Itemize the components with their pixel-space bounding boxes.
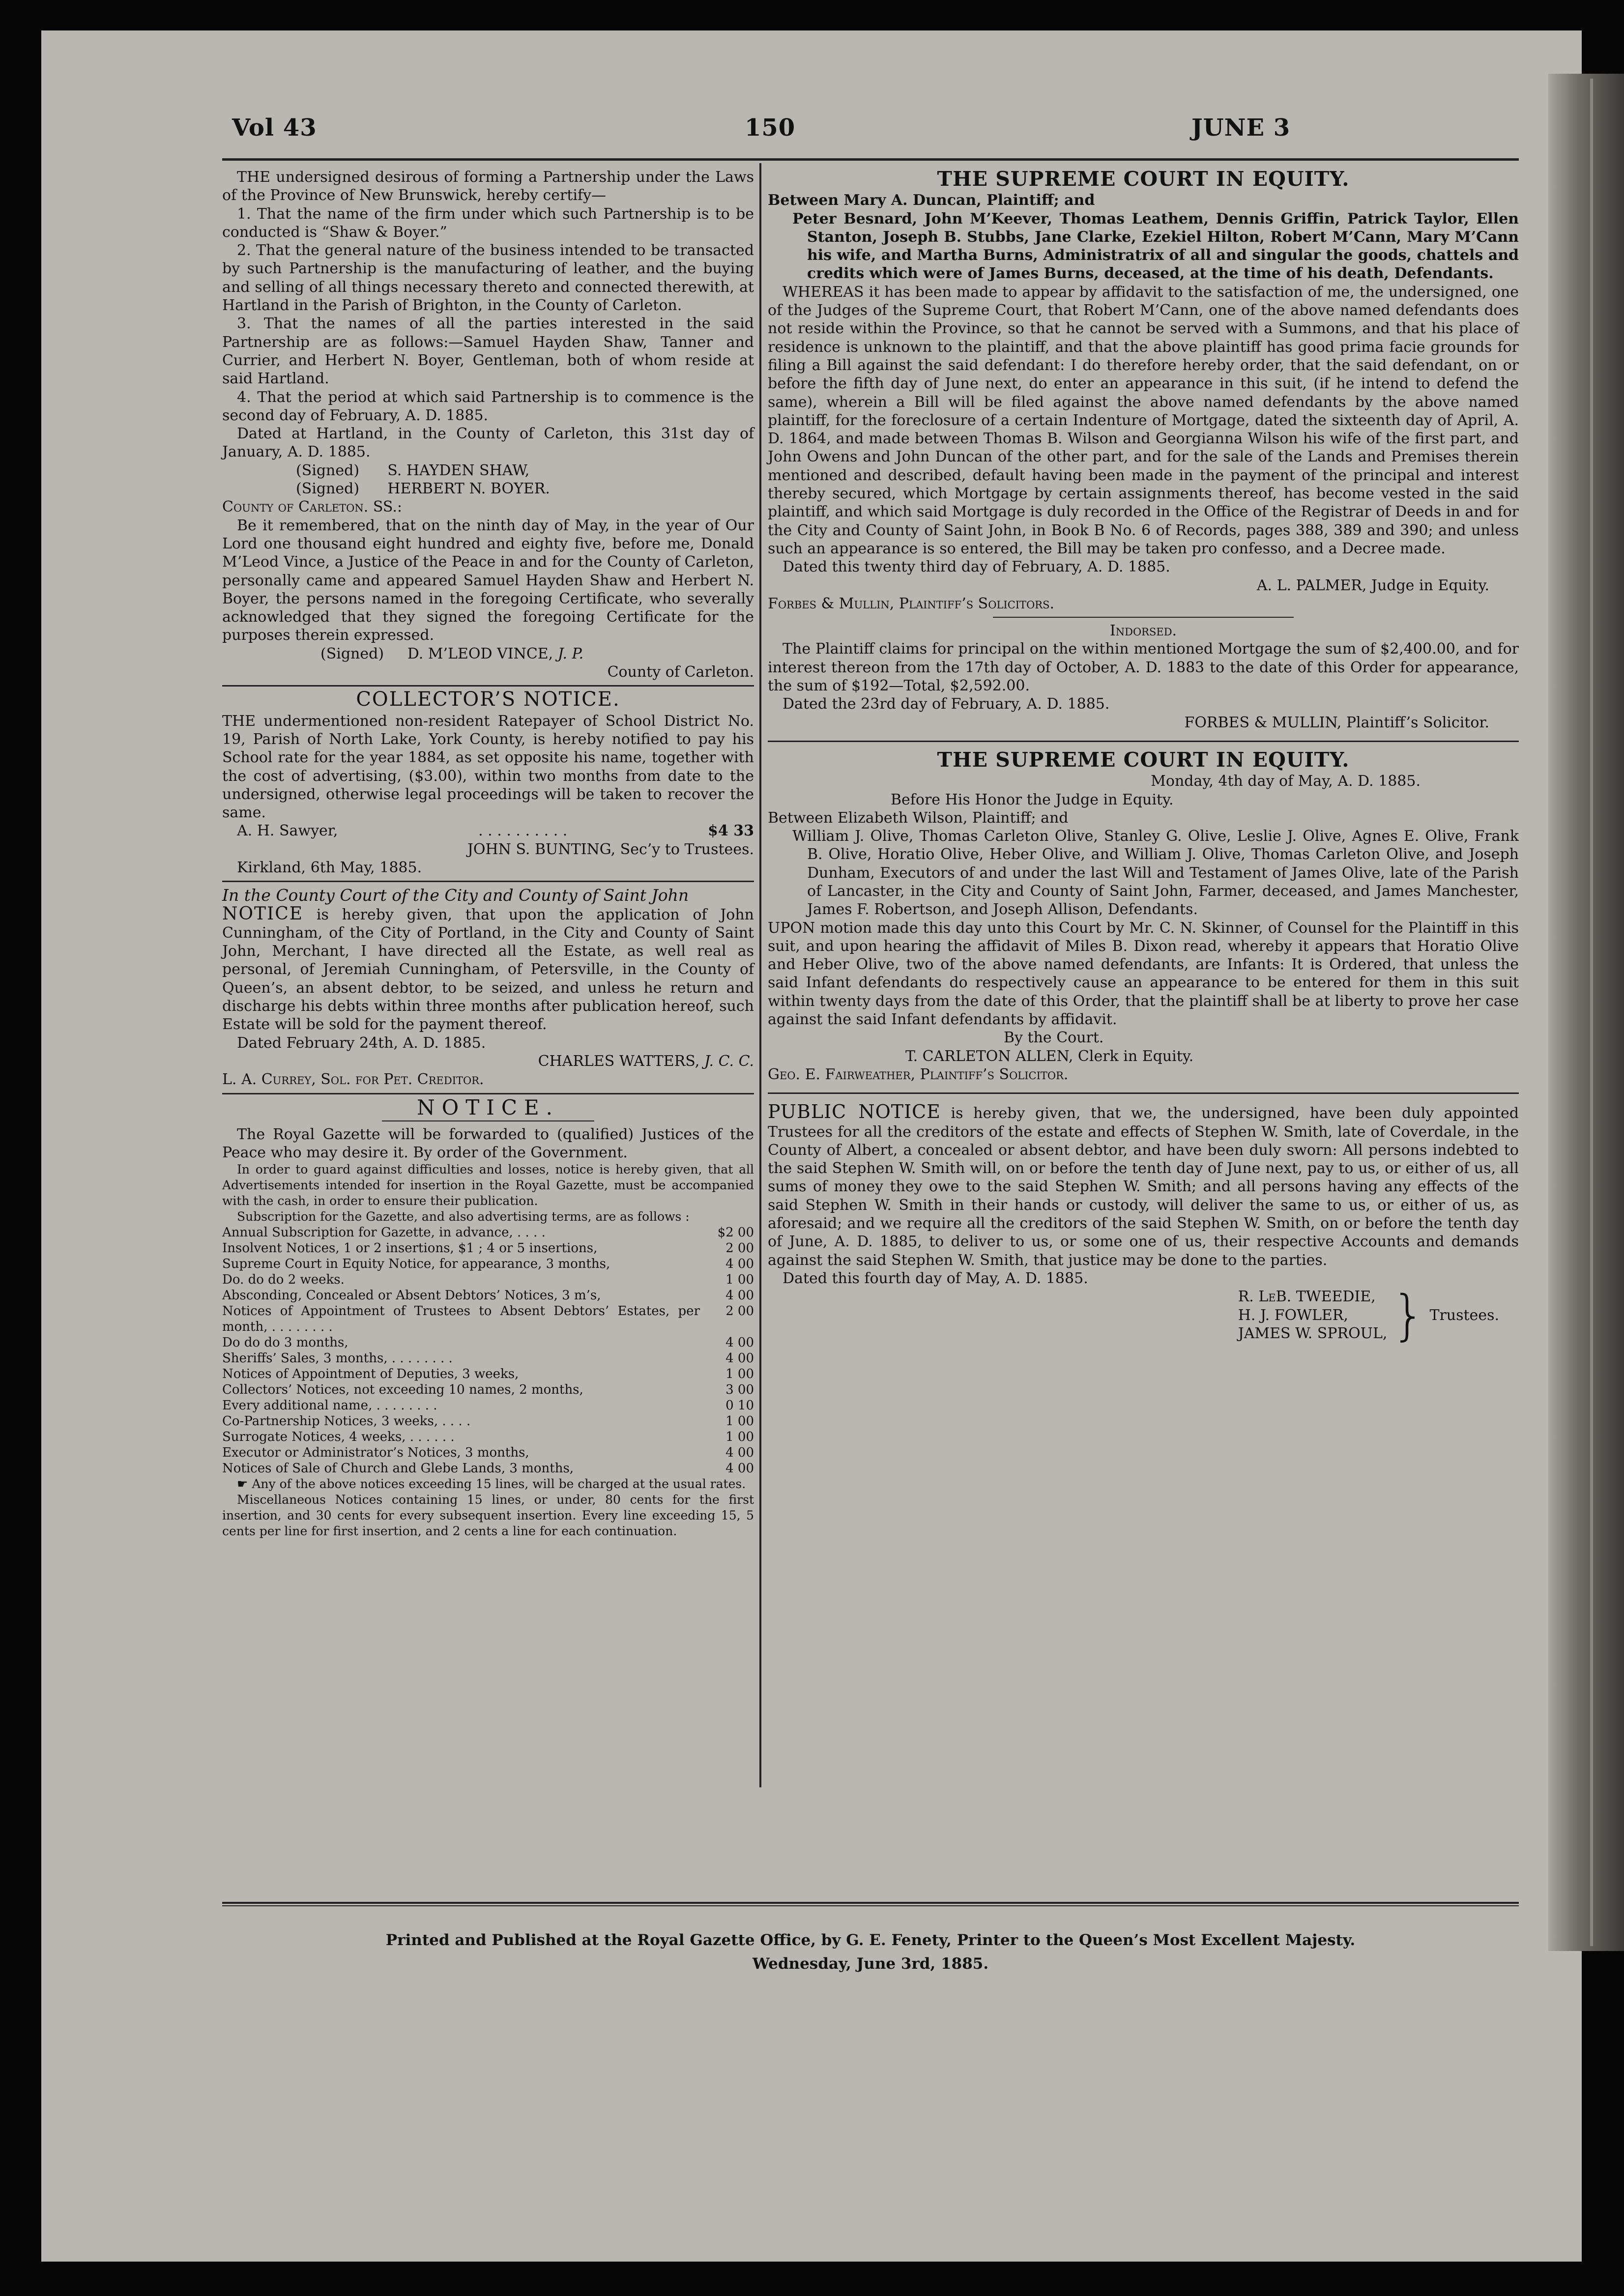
rate-amount: 4 00 xyxy=(725,1288,754,1303)
signature-line xyxy=(222,461,754,480)
left-column xyxy=(222,168,754,1539)
by-the-court: By the Court. xyxy=(1004,1029,1104,1047)
rate-row xyxy=(222,1398,754,1413)
trustees-role: Trustees. xyxy=(1429,1306,1499,1324)
signer-name: S. HAYDEN SHAW, xyxy=(387,461,530,479)
header-rule xyxy=(222,158,1519,161)
rate-description: Collectors’ Notices, not exceeding 10 names, 2 months, xyxy=(222,1382,583,1398)
page-number: 150 xyxy=(745,114,796,142)
signed-label: (Signed) xyxy=(296,461,360,479)
rate-description: Sheriffs’ Sales, 3 months, . . . . . . . . xyxy=(222,1351,453,1366)
collector-dated: Kirkland, 6th May, 1885. xyxy=(237,859,422,876)
partnership-intro: THE undersigned desirous of forming a Partnership under the Laws of the Province of New Brunswick, hereby certify— xyxy=(222,169,754,204)
rate-description: Annual Subscription for Gazette, in advance, . . . . xyxy=(222,1225,546,1240)
equity-clerk: T. CARLETON ALLEN, Clerk in Equity. xyxy=(905,1047,1194,1065)
jp-title: J. P. xyxy=(557,645,584,662)
rate-row xyxy=(222,1350,754,1366)
county-court-heading: In the County Court of the City and County of Saint John xyxy=(222,886,689,905)
equity-between: Between Elizabeth Wilson, Plaintiff; and xyxy=(768,809,1069,827)
equity-notice-duncan xyxy=(768,167,1519,732)
equity-order: WHEREAS it has been made to appear by affidavit to the satisfaction of me, the undersigned, one of the Judges of the Supreme Court, that Robert M’Cann, one of the above named defendants does not reside within the Province, so that he cannot be served with a Summons, and that his place of residence is unknown to the plaintiff, and that the above plaintiff has good prima facie grounds for filing a Bill against the said defendant: I do therefore hereby order, that the said defendant, on or before the fifth day of June next, do enter an appearance in this suit, (if he intend to defend the same), wherein a Bill will be filed against the above named defendants by the above named plaintiff, for the foreclosure of a certain Indenture of Mortgage, dated the sixteenth day of April, A. D. 1864, and made between Thomas B. Wilson and Georgianna Wilson his wife of the first part, and John Owens and John Duncan of the other part, and for the sale of the Lands and Premises therein mentioned and described, default having been made in the payment of the principal and interest thereby secured, which Mortgage by certain assignments thereof, has become vested in the said plaintiff, and which said Mortgage is duly recorded in the Office of the Registrar of Deeds in and for the City and County of Saint John, in Book B No. 6 of Records, pages 388, 389 and 390; and unless such an appearance is so entered, the Bill may be taken pro confesso, and a Decree made. xyxy=(768,283,1519,557)
rate-amount: 0 10 xyxy=(725,1398,754,1413)
indorsed-signature: FORBES & MULLIN, Plaintiff’s Solicitor. xyxy=(1184,714,1489,731)
rate-amount: 1 00 xyxy=(725,1430,754,1445)
equity-heading: THE SUPREME COURT IN EQUITY. xyxy=(937,747,1350,772)
right-column xyxy=(768,167,1519,1347)
rate-row xyxy=(222,1303,754,1335)
miscellaneous-rates: Miscellaneous Notices containing 15 lines, or under, 80 cents for the first insertion, and 30 cents for every subsequent insertion. Every line exceeding 15, 5 cents per line for first insertion, and 2 cents a line for each continuation. xyxy=(222,1492,754,1539)
section-rule xyxy=(222,685,754,687)
trustee-name: R. LeB. TWEEDIE, xyxy=(1238,1288,1376,1306)
signature-line xyxy=(222,480,754,498)
short-rule xyxy=(993,617,1293,618)
overlength-notice xyxy=(222,1476,754,1492)
collector-heading: COLLECTOR’S NOTICE. xyxy=(356,688,620,711)
rate-amount: 2 00 xyxy=(725,1304,754,1319)
public-notice-text: is hereby given, that we, the undersigned, have been duly appointed Trustees for all the creditors of the estate and effects of Stephen W. Smith, late of Coverdale, in the County of Albert, a concealed or absent debtor, and have been duly sworn: All persons indebted to the said Stephen W. Smith will, on or before the tenth day of June next, pay to us, or either of us, all sums of money they owe to the said Stephen W. Smith; and all persons having any effects of the said Stephen W. Smith in their hands or custody, will deliver the same to us, or either of us, as aforesaid; and we require all the creditors of the said Stephen W. Smith, on or before the tenth day of June, A. D. 1885, to deliver to us, or some one of us, their respective Accounts and demands against the said Stephen W. Smith, that justice may be done to the parties. xyxy=(768,1105,1519,1269)
equity-dated: Dated this twenty third day of February, A. D. 1885. xyxy=(783,558,1170,576)
rate-amount: $2 00 xyxy=(717,1225,754,1240)
gazette-notice-text: The Royal Gazette will be forwarded to (qualified) Justices of the Peace who may desire it. By order of the Government. xyxy=(222,1125,754,1162)
cash-notice: In order to guard against difficulties and losses, notice is hereby given, that all Advertisements intended for insertion in the Royal Gazette, must be accompanied with the cash, in order to ensure their publication. xyxy=(222,1162,754,1208)
pointing-hand-icon: ☛ xyxy=(237,1477,248,1492)
rate-row xyxy=(222,1445,754,1461)
partnership-dated: Dated at Hartland, in the County of Carleton, this 31st day of January, A. D. 1885. xyxy=(222,425,754,461)
binding-edge xyxy=(1548,74,1624,1951)
petitioner-solicitor: L. A. Currey, Sol. for Pet. Creditor. xyxy=(222,1071,484,1089)
printer-imprint: Printed and Published at the Royal Gazette Office, by G. E. Fenety, Printer to the Queen’s Most Excellent Majesty. xyxy=(385,1931,1356,1949)
partnership-clause-3: 3. That the names of all the parties interested in the said Partnership are as follows:—Samuel Hayden Shaw, Tanner and Currier, and Herbert N. Boyer, Gentleman, both of whom reside at said Hartland. xyxy=(222,315,754,388)
county-court-text: is hereby given, that upon the application of John Cunningham, of the City of Portland, in the City and County of Saint John, Merchant, I have directed all the Estate, as well real as personal, of Jeremiah Cunningham, of Petersville, in the County of Queen’s, an absent debtor, to be seized, and unless he return and discharge his debts within three months after publication hereof, such Estate will be sold for the payment thereof. xyxy=(222,906,754,1033)
rate-row xyxy=(222,1382,754,1398)
rate-row xyxy=(222,1335,754,1350)
rate-amount: 4 00 xyxy=(725,1445,754,1461)
rate-description: Notices of Sale of Church and Glebe Lands, 3 months, xyxy=(222,1461,574,1476)
indorsed-dated: Dated the 23rd day of February, A. D. 1885. xyxy=(783,695,1110,713)
rate-description: Insolvent Notices, 1 or 2 insertions, $1 ; 4 or 5 insertions, xyxy=(222,1241,598,1256)
indorsed-heading: Indorsed. xyxy=(1109,622,1177,640)
public-notice-dated: Dated this fourth day of May, A. D. 1885. xyxy=(783,1269,1088,1287)
footer-rule-thin xyxy=(222,1905,1519,1906)
county-heading: County of Carleton. SS.: xyxy=(222,498,402,516)
gazette-notice xyxy=(222,1095,754,1540)
collector-signature: JOHN S. BUNTING, Sec’y to Trustees. xyxy=(467,840,754,858)
rate-description: Surrogate Notices, 4 weeks, . . . . . . xyxy=(222,1430,455,1445)
page-edge xyxy=(1590,79,1593,1946)
collector-body: THE undermentioned non-resident Ratepayer of School District No. 19, Parish of North Lake, York County, is hereby notified to pay his School rate for the year 1884, as set opposite his name, together with the cost of advertising, ($3.00), within two months from date to the undersigned, otherwise legal proceedings will be taken to recover the same. xyxy=(222,712,754,822)
rate-row xyxy=(222,1272,754,1288)
rate-description: Do do do 3 months, xyxy=(222,1335,348,1350)
collectors-notice xyxy=(222,690,754,877)
signed-label: (Signed) xyxy=(320,645,384,662)
rate-row xyxy=(222,1256,754,1272)
jp-name: D. M’LEOD VINCE, xyxy=(407,645,553,662)
rate-description: Notices of Appointment of Deputies, 3 weeks, xyxy=(222,1367,519,1382)
section-rule xyxy=(768,741,1519,742)
overlength-text: Any of the above notices exceeding 15 lines, will be charged at the usual rates. xyxy=(252,1477,746,1492)
section-rule xyxy=(768,1092,1519,1094)
trustee-name: JAMES W. SPROUL, xyxy=(1238,1324,1388,1342)
judge-name: CHARLES WATTERS, xyxy=(538,1052,700,1070)
rate-description: Supreme Court in Equity Notice, for appearance, 3 months, xyxy=(222,1257,610,1272)
partnership-notice xyxy=(222,168,754,681)
equity-hearing-date: Monday, 4th day of May, A. D. 1885. xyxy=(1151,773,1421,790)
signed-label: (Signed) xyxy=(296,480,360,498)
public-notice-body xyxy=(768,1103,1519,1269)
equity-defendants: William J. Olive, Thomas Carleton Olive, Stanley G. Olive, Leslie J. Olive, Agnes E. Olive, Frank B. Olive, Horatio Olive, Heber Olive, and William J. Olive, Thomas Carleton Olive, and Joseph Dunham, Executors of and under the last Will and Testament of James Olive, late of the Parish of Lancaster, in the City and County of Saint John, Farmer, deceased, and James Manchester, James F. Robertson, and Joseph Allison, Defendants. xyxy=(792,828,1519,918)
equity-order: UPON motion made this day unto this Court by Mr. C. N. Skinner, of Counsel for the Plaintiff in this suit, and upon hearing the affidavit of Miles B. Dixon read, whereby it appears that Horatio Olive and Heber Olive, two of the above named defendants, are Infants: It is Ordered, that unless the said Infant defendants do respectively cause an appearance to be entered for them in this suit within twenty days from the date of this Order, that the plaintiff shall be at liberty to prove her case against the said Infant defendants by affidavit. xyxy=(768,919,1519,1029)
indorsed-text: The Plaintiff claims for principal on the within mentioned Mortgage the sum of $2,400.00, and for interest thereon from the 17th day of October, A. D. 1883 to the date of this Order for appearance, the sum of $192—Total, $2,592.00. xyxy=(768,640,1519,695)
equity-before: Before His Honor the Judge in Equity. xyxy=(891,791,1174,808)
rate-amount: 4 00 xyxy=(725,1461,754,1476)
rate-row xyxy=(222,1429,754,1445)
issue-date: JUNE 3 xyxy=(1191,114,1291,142)
rate-description: Co-Partnership Notices, 3 weeks, . . . . xyxy=(222,1414,471,1429)
county-court-dated: Dated February 24th, A. D. 1885. xyxy=(237,1034,486,1052)
rate-amount: 1 00 xyxy=(725,1367,754,1382)
partnership-clause-4: 4. That the period at which said Partnership is to commence is the second day of February, A. D. 1885. xyxy=(222,388,754,424)
public-notice xyxy=(768,1101,1519,1347)
section-rule xyxy=(222,881,754,882)
jp-signature xyxy=(222,645,754,663)
rate-amount: 3 00 xyxy=(725,1382,754,1398)
judge-title: J. C. C. xyxy=(704,1052,754,1070)
rate-amount: 1 00 xyxy=(725,1272,754,1288)
rate-amount: $4 33 xyxy=(708,822,754,840)
rate-description: Every additional name, . . . . . . . . xyxy=(222,1398,437,1413)
county-court-notice xyxy=(222,886,754,1089)
leader-dots: . . . . . . . . . . xyxy=(478,822,568,840)
rate-amount: 2 00 xyxy=(725,1241,754,1256)
rate-description: Absconding, Concealed or Absent Debtors’ Notices, 3 m’s, xyxy=(222,1288,601,1303)
terms-intro: Subscription for the Gazette, and also advertising terms, are as follows : xyxy=(237,1209,690,1224)
trustees-signature xyxy=(768,1284,1519,1347)
rate-row xyxy=(222,1225,754,1240)
ratepayer-name: A. H. Sawyer, xyxy=(237,822,338,840)
section-rule xyxy=(222,1093,754,1094)
rate-amount: 1 00 xyxy=(725,1414,754,1429)
partnership-clause-2: 2. That the general nature of the business intended to be transacted by such Partnership is the manufacturing of leather, and the buying and selling of all things necessary thereto and connected therewith, at Hartland in the Parish of Brighton, in the County of Carleton. xyxy=(222,242,754,315)
equity-notice-wilson xyxy=(768,747,1519,1084)
rate-amount: 4 00 xyxy=(725,1351,754,1366)
ratepayer-line xyxy=(222,822,754,840)
partnership-clause-1: 1. That the name of the firm under which such Partnership is to be conducted is “Shaw & Boyer.” xyxy=(222,205,754,241)
equity-judge: A. L. PALMER, Judge in Equity. xyxy=(1256,576,1489,594)
public-notice-lead: PUBLIC NOTICE xyxy=(768,1101,941,1123)
rate-amount: 4 00 xyxy=(725,1335,754,1350)
rate-row xyxy=(222,1461,754,1476)
rate-row xyxy=(222,1288,754,1303)
notice-lead: NOTICE xyxy=(222,903,304,924)
rate-row xyxy=(222,1240,754,1256)
volume-label: Vol 43 xyxy=(232,114,317,142)
county-court-signature xyxy=(222,1052,754,1070)
brace-icon: } xyxy=(1391,1284,1426,1347)
column-divider xyxy=(759,163,761,1787)
equity-defendants: Peter Besnard, John M’Keever, Thomas Leathem, Dennis Griffin, Patrick Taylor, Ellen Stanton, Joseph B. Stubbs, Jane Clarke, Ezekiel Hilton, Robert M’Cann, Mary M’Cann his wife, and Martha Burns, Administratrix of all and singular the goods, chattels and credits which were of James Burns, deceased, at the time of his death, Defendants. xyxy=(792,210,1519,283)
rate-description: Notices of Appointment of Trustees to Absent Debtors’ Estates, per month, . . . . . . . . xyxy=(222,1304,700,1335)
trustee-name: H. J. FOWLER, xyxy=(1238,1306,1348,1324)
rate-description: Executor or Administrator’s Notices, 3 months, xyxy=(222,1445,529,1461)
jp-county: County of Carleton. xyxy=(607,663,754,681)
signer-name: HERBERT N. BOYER. xyxy=(387,480,550,498)
gazette-notice-heading: NOTICE. xyxy=(417,1095,559,1119)
trustee-names xyxy=(1238,1288,1388,1343)
equity-solicitor: Geo. E. Fairweather, Plaintiff’s Solicitor. xyxy=(768,1065,1069,1083)
rate-row xyxy=(222,1366,754,1382)
rate-description: Do. do do 2 weeks. xyxy=(222,1272,345,1288)
advertising-rates-table xyxy=(222,1225,754,1476)
rate-row xyxy=(222,1413,754,1429)
county-court-body xyxy=(222,905,754,1034)
equity-solicitors: Forbes & Mullin, Plaintiff’s Solicitors. xyxy=(768,595,1055,612)
equity-between: Between Mary A. Duncan, Plaintiff; and xyxy=(768,192,1095,209)
equity-heading: THE SUPREME COURT IN EQUITY. xyxy=(937,167,1350,191)
footer-rule xyxy=(222,1902,1519,1904)
rate-amount: 4 00 xyxy=(725,1257,754,1272)
short-rule xyxy=(382,1120,595,1121)
publication-date: Wednesday, June 3rd, 1885. xyxy=(752,1955,989,1973)
acknowledgement-text: Be it remembered, that on the ninth day of May, in the year of Our Lord one thousand eight hundred and eighty five, before me, Donald M’Leod Vince, a Justice of the Peace in and for the County of Carleton, personally came and appeared Samuel Hayden Shaw and Herbert N. Boyer, the persons named in the foregoing Certificate, who severally acknowledged that they signed the foregoing Certificate for the purposes therein expressed. xyxy=(222,517,754,644)
